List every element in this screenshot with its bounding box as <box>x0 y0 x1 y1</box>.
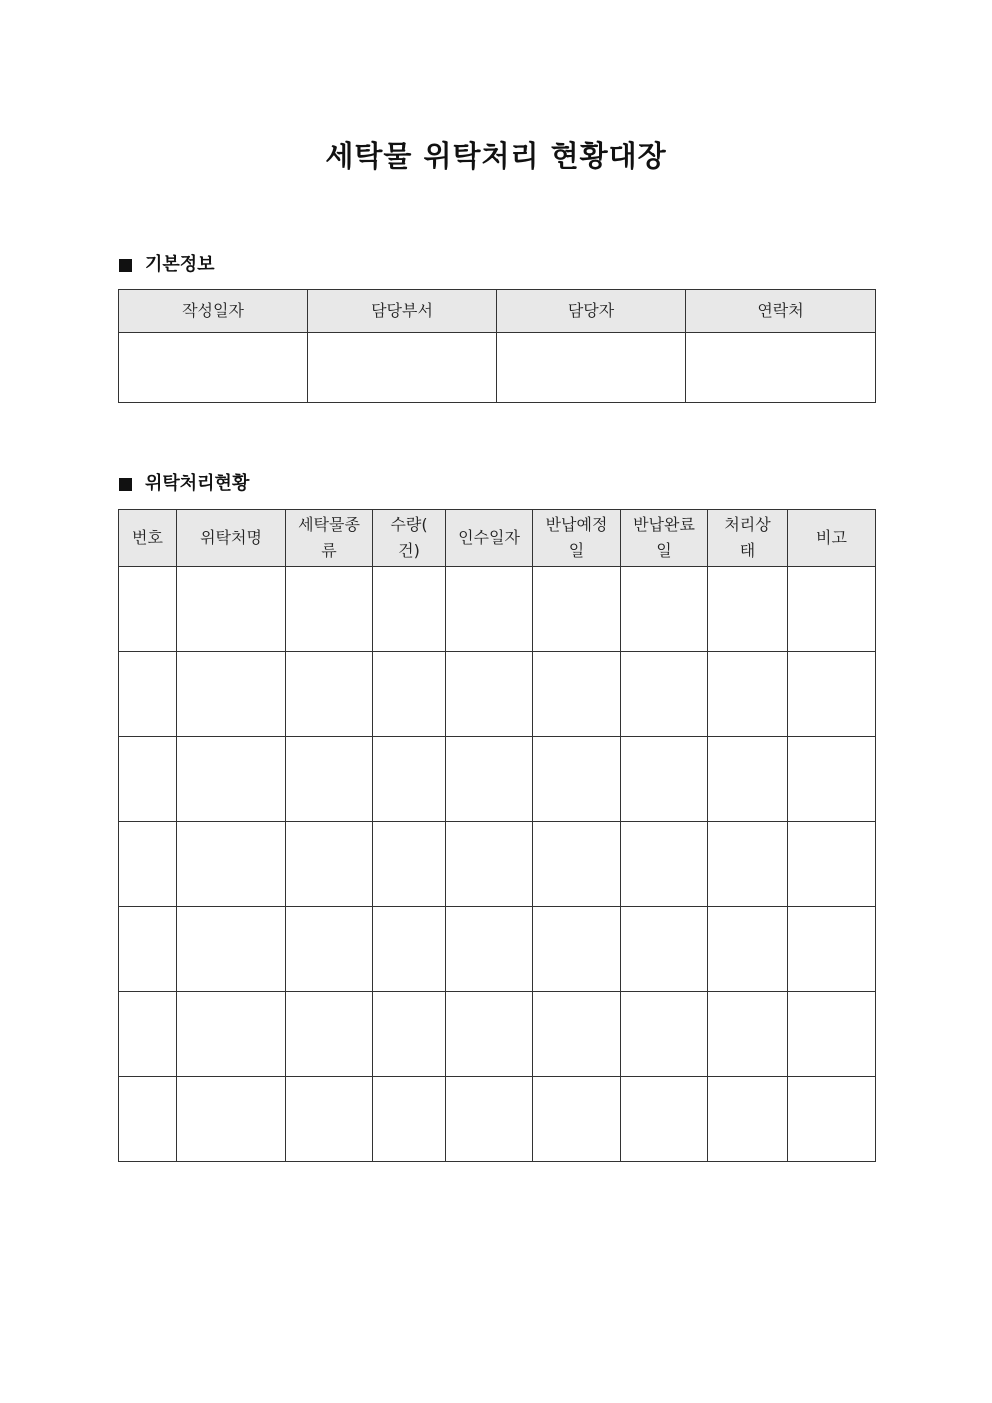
header-line: 세탁물종 <box>298 515 360 534</box>
table-header-row <box>119 510 876 567</box>
table-cell-contractor[interactable] <box>177 992 286 1077</box>
header-line: 위탁처명 <box>200 528 262 547</box>
table-cell-planned-return[interactable] <box>533 907 621 992</box>
table-cell-received-date[interactable] <box>446 567 533 652</box>
table-cell-planned-return[interactable] <box>533 992 621 1077</box>
table-cell-quantity[interactable] <box>373 822 446 907</box>
table-cell-quantity[interactable] <box>373 652 446 737</box>
table-cell-contractor[interactable] <box>177 567 286 652</box>
square-bullet-icon <box>119 259 132 272</box>
table-cell-completed-return[interactable] <box>621 567 708 652</box>
table-cell-remarks[interactable] <box>788 567 876 652</box>
column-header-date: 작성일자 <box>119 290 308 333</box>
section-heading-label: 위탁처리현황 <box>145 473 250 494</box>
table-cell-contractor[interactable] <box>177 737 286 822</box>
table-cell-number[interactable] <box>119 652 177 737</box>
table-cell-person[interactable] <box>497 333 686 403</box>
page-title: 세탁물 위탁처리 현황대장 <box>325 139 667 173</box>
table-cell-completed-return[interactable] <box>621 992 708 1077</box>
header-line: 비고 <box>816 528 847 547</box>
table-cell-contact[interactable] <box>686 333 876 403</box>
table-cell-completed-return[interactable] <box>621 737 708 822</box>
table-cell-completed-return[interactable] <box>621 652 708 737</box>
table-cell-quantity[interactable] <box>373 907 446 992</box>
table-cell-processing-status[interactable] <box>708 907 788 992</box>
header-line: 일 <box>568 541 585 560</box>
table-cell-remarks[interactable] <box>788 992 876 1077</box>
table-cell-laundry-type[interactable] <box>286 652 373 737</box>
column-header-processing-status <box>708 510 788 567</box>
header-line: 건) <box>398 541 420 560</box>
table-cell-received-date[interactable] <box>446 737 533 822</box>
table-row <box>119 652 876 737</box>
table-cell-received-date[interactable] <box>446 907 533 992</box>
header-line: 태 <box>739 541 756 560</box>
header-line: 반납완료 <box>633 515 695 534</box>
table-row <box>119 992 876 1077</box>
table-cell-processing-status[interactable] <box>708 992 788 1077</box>
table-cell-planned-return[interactable] <box>533 567 621 652</box>
table-cell-received-date[interactable] <box>446 992 533 1077</box>
table-cell-number[interactable] <box>119 567 177 652</box>
table-cell-contractor[interactable] <box>177 652 286 737</box>
table-cell-quantity[interactable] <box>373 1077 446 1162</box>
table-cell-completed-return[interactable] <box>621 1077 708 1162</box>
table-cell-planned-return[interactable] <box>533 737 621 822</box>
table-cell-completed-return[interactable] <box>621 907 708 992</box>
table-row <box>119 737 876 822</box>
basic-info-table <box>118 289 876 403</box>
table-cell-planned-return[interactable] <box>533 652 621 737</box>
table-cell-quantity[interactable] <box>373 567 446 652</box>
column-header-number <box>119 510 177 567</box>
column-header-department: 담당부서 <box>308 290 497 333</box>
table-cell-laundry-type[interactable] <box>286 822 373 907</box>
section-heading-basic-info <box>119 252 215 278</box>
column-header-planned-return <box>533 510 621 567</box>
table-cell-contractor[interactable] <box>177 1077 286 1162</box>
table-cell-planned-return[interactable] <box>533 822 621 907</box>
table-cell-contractor[interactable] <box>177 822 286 907</box>
table-cell-received-date[interactable] <box>446 822 533 907</box>
table-cell-processing-status[interactable] <box>708 567 788 652</box>
table-cell-quantity[interactable] <box>373 992 446 1077</box>
table-row <box>119 822 876 907</box>
section-heading-label: 기본정보 <box>145 254 215 275</box>
table-row <box>119 333 876 403</box>
table-cell-processing-status[interactable] <box>708 737 788 822</box>
table-cell-laundry-type[interactable] <box>286 567 373 652</box>
column-header-contact: 연락처 <box>686 290 876 333</box>
square-bullet-icon <box>119 478 132 491</box>
section-heading-consignment-status <box>119 471 249 497</box>
table-cell-number[interactable] <box>119 737 177 822</box>
column-header-laundry-type <box>286 510 373 567</box>
table-cell-department[interactable] <box>308 333 497 403</box>
table-cell-remarks[interactable] <box>788 822 876 907</box>
table-row <box>119 567 876 652</box>
column-header-person: 담당자 <box>497 290 686 333</box>
table-cell-remarks[interactable] <box>788 652 876 737</box>
header-line: 수량( <box>390 515 428 534</box>
table-cell-number[interactable] <box>119 822 177 907</box>
consignment-status-table <box>118 509 876 1162</box>
table-cell-planned-return[interactable] <box>533 1077 621 1162</box>
header-line: 번호 <box>132 528 163 547</box>
table-cell-received-date[interactable] <box>446 1077 533 1162</box>
table-cell-number[interactable] <box>119 992 177 1077</box>
table-cell-remarks[interactable] <box>788 737 876 822</box>
table-cell-date[interactable] <box>119 333 308 403</box>
table-cell-laundry-type[interactable] <box>286 992 373 1077</box>
table-cell-processing-status[interactable] <box>708 1077 788 1162</box>
header-line: 류 <box>321 541 337 560</box>
table-cell-number[interactable] <box>119 1077 177 1162</box>
column-header-received-date <box>446 510 533 567</box>
table-cell-laundry-type[interactable] <box>286 1077 373 1162</box>
table-cell-processing-status[interactable] <box>708 652 788 737</box>
table-cell-number[interactable] <box>119 907 177 992</box>
header-line: 반납예정 <box>545 515 608 534</box>
header-line: 처리상 <box>724 515 771 534</box>
column-header-quantity <box>373 510 446 567</box>
header-line: 인수일자 <box>458 528 520 547</box>
table-cell-laundry-type[interactable] <box>286 907 373 992</box>
table-cell-quantity[interactable] <box>373 737 446 822</box>
table-cell-processing-status[interactable] <box>708 822 788 907</box>
table-cell-completed-return[interactable] <box>621 822 708 907</box>
column-header-completed-return <box>621 510 708 567</box>
table-cell-remarks[interactable] <box>788 907 876 992</box>
table-row <box>119 907 876 992</box>
table-cell-contractor[interactable] <box>177 907 286 992</box>
table-row <box>119 1077 876 1162</box>
table-cell-remarks[interactable] <box>788 1077 876 1162</box>
table-cell-laundry-type[interactable] <box>286 737 373 822</box>
header-line: 일 <box>656 541 672 560</box>
table-header-row <box>119 290 876 333</box>
column-header-remarks <box>788 510 876 567</box>
column-header-contractor <box>177 510 286 567</box>
table-cell-received-date[interactable] <box>446 652 533 737</box>
